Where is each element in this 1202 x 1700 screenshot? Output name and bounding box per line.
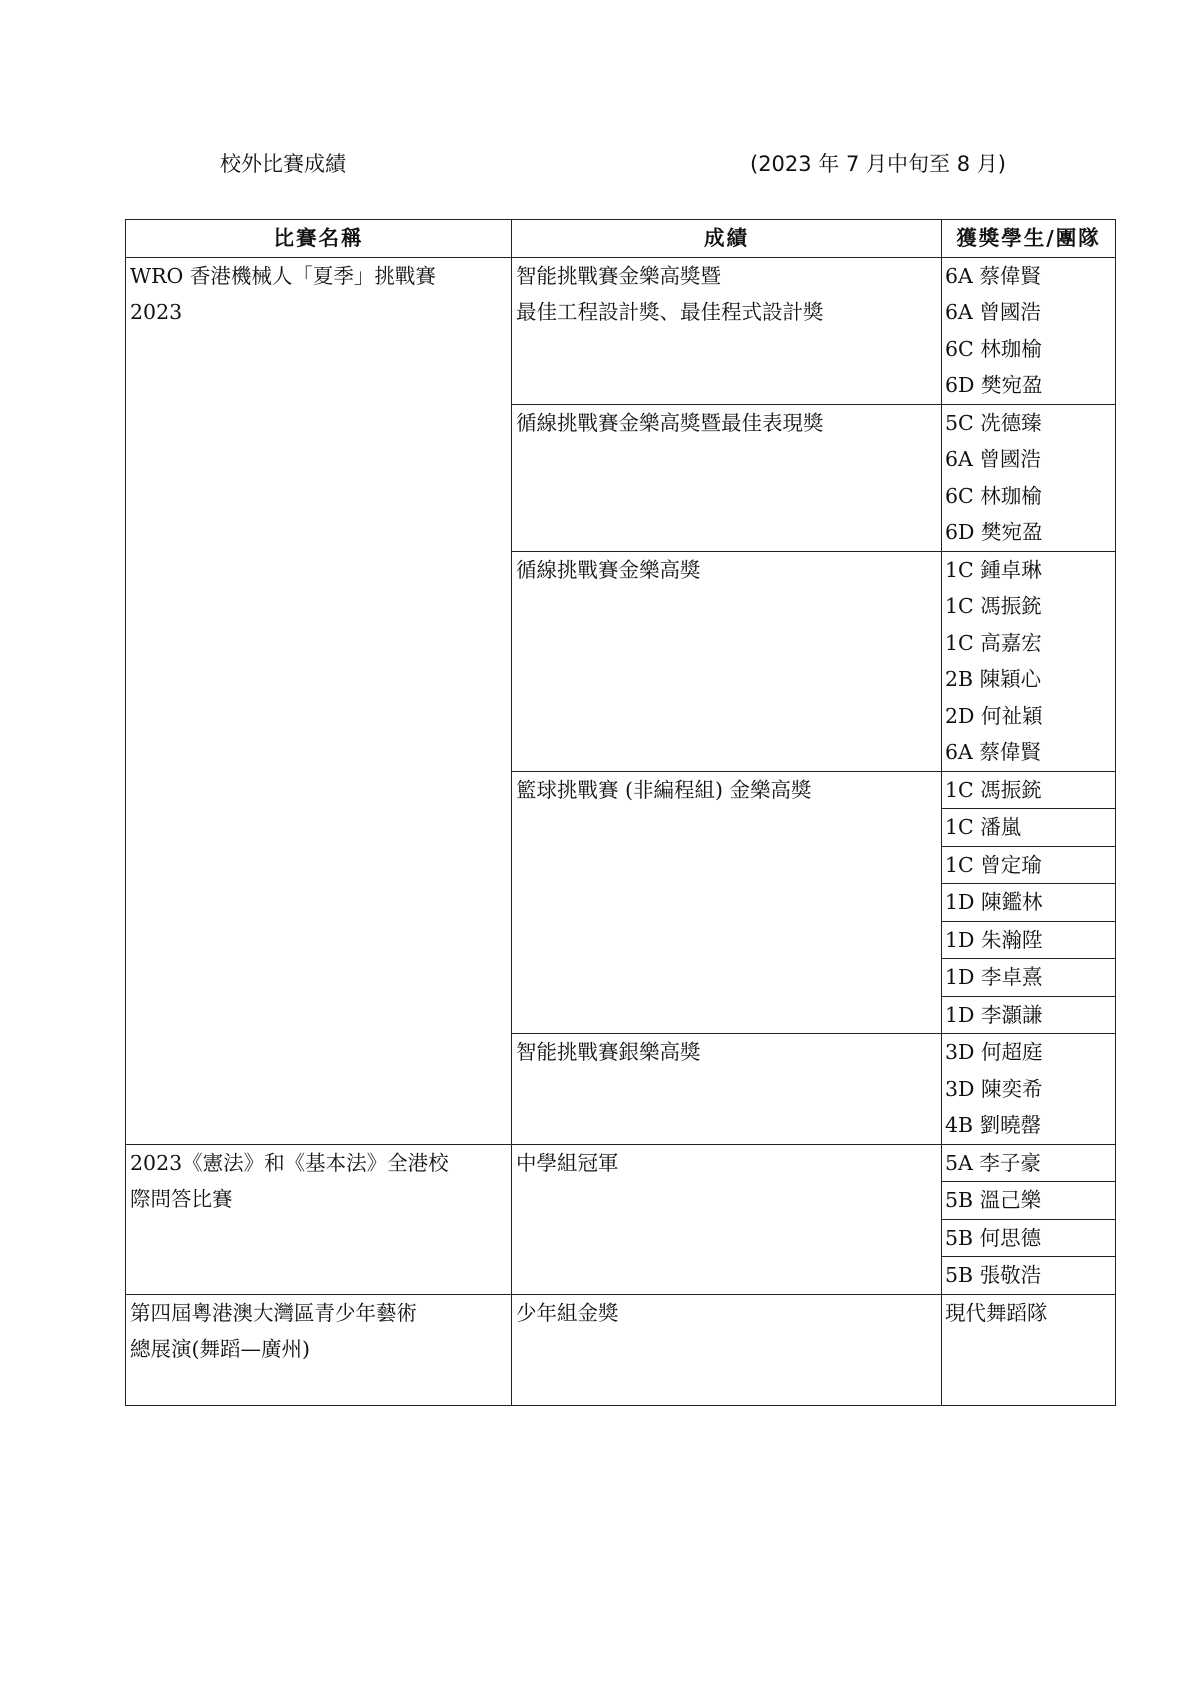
award-result	[512, 257, 942, 404]
award-result	[512, 404, 942, 551]
winner-name: 1D 李灝謙	[942, 996, 1116, 1034]
award-winners	[942, 1034, 1116, 1145]
winner-name: 6A 曾國浩	[945, 447, 1041, 471]
winner-name: 6A 蔡偉賢	[945, 263, 1041, 288]
competition-name-line: WRO 香港機械人「夏季」挑戰賽	[130, 263, 436, 288]
winner-name: 6A 蔡偉賢	[945, 740, 1041, 764]
table-row	[126, 1144, 1116, 1182]
competition-name	[126, 257, 512, 1144]
award-result	[512, 1294, 942, 1405]
winner-name: 6D 樊宛盈	[945, 520, 1043, 544]
winner-name: 1C 高嘉宏	[945, 630, 1042, 655]
table-row	[126, 257, 1116, 404]
competition-name	[126, 1294, 512, 1405]
competition-name-line: 2023	[130, 300, 183, 324]
winner-name: 5C 冼德臻	[945, 410, 1042, 435]
winner-name: 5A 李子豪	[942, 1144, 1116, 1182]
winner-name: 6C 林珈榆	[945, 483, 1042, 508]
header-competition: 比賽名稱	[126, 220, 512, 258]
results-table	[125, 219, 1116, 1406]
winner-name: 6A 曾國浩	[945, 300, 1041, 324]
award-winners	[942, 404, 1116, 551]
award-result-line: 中學組冠軍	[516, 1150, 619, 1175]
header-winners: 獲獎學生/團隊	[942, 220, 1116, 258]
winner-name: 1D 陳鑑林	[942, 884, 1116, 922]
award-result	[512, 1034, 942, 1145]
competition-name-line: 總展演(舞蹈—廣州)	[130, 1337, 310, 1361]
winner-name: 4B 劉曉罄	[945, 1113, 1042, 1137]
award-result-line: 少年組金獎	[516, 1300, 619, 1325]
winner-name: 5B 張敬浩	[942, 1257, 1116, 1295]
award-winners	[942, 1294, 1116, 1405]
competition-name-line: 第四屆粵港澳大灣區青少年藝術	[130, 1300, 417, 1325]
award-result-line: 智能挑戰賽金樂高獎暨	[516, 263, 721, 288]
award-winners	[942, 551, 1116, 771]
award-result	[512, 771, 942, 1034]
winner-name: 現代舞蹈隊	[945, 1300, 1048, 1325]
winner-name: 5B 溫己樂	[942, 1182, 1116, 1220]
competition-name	[126, 1144, 512, 1294]
award-result-line: 循線挑戰賽金樂高獎	[516, 557, 701, 582]
page-title: 校外比賽成績	[220, 152, 346, 176]
award-result-line: 循線挑戰賽金樂高獎暨最佳表現獎	[516, 410, 824, 435]
winner-name: 2D 何祉穎	[945, 703, 1043, 728]
winner-name: 1C 馮振銃	[942, 771, 1116, 809]
winner-name: 6C 林珈榆	[945, 336, 1042, 361]
period-label: (2023 年 7 月中旬至 8 月)	[750, 152, 1006, 176]
winner-name: 3D 何超庭	[945, 1040, 1043, 1064]
winner-name: 2B 陳穎心	[945, 667, 1042, 691]
award-result-line: 最佳工程設計獎、最佳程式設計獎	[516, 300, 824, 324]
table-row	[126, 1294, 1116, 1405]
winner-name: 1C 鍾卓琳	[945, 557, 1042, 582]
winner-name: 1D 朱瀚陞	[942, 921, 1116, 959]
winner-name: 1D 李卓熹	[942, 959, 1116, 997]
page-header	[0, 148, 1202, 182]
header-row	[126, 220, 1116, 258]
winner-name: 5B 何思德	[942, 1219, 1116, 1257]
winner-name: 6D 樊宛盈	[945, 373, 1043, 397]
award-winners	[942, 257, 1116, 404]
award-result	[512, 1144, 942, 1294]
header-result: 成績	[512, 220, 942, 258]
award-result-line: 智能挑戰賽銀樂高獎	[516, 1040, 701, 1064]
award-result-line: 籃球挑戰賽 (非編程組) 金樂高獎	[516, 777, 812, 802]
winner-name: 1C 潘嵐	[942, 809, 1116, 847]
winner-name: 1C 馮振銃	[945, 594, 1042, 618]
winner-name: 3D 陳奕希	[945, 1076, 1043, 1101]
award-result	[512, 551, 942, 771]
competition-name-line: 2023《憲法》和《基本法》全港校	[130, 1150, 449, 1175]
winner-name: 1C 曾定瑜	[942, 846, 1116, 884]
competition-name-line: 際問答比賽	[130, 1187, 233, 1211]
